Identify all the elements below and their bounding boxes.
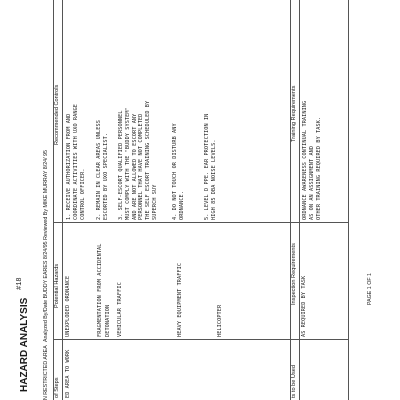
hazard-item: UNEXPLODED ORDNANCE	[65, 275, 71, 337]
hazard-item: HEAVY EQUIPMENT TRAFFIC	[177, 262, 183, 337]
bottom-divider-2	[290, 222, 348, 223]
controls-column-header: Recommended Controls	[54, 84, 60, 145]
page-title: HAZARD ANALYSIS	[19, 297, 30, 392]
control-line: THE SELF ESCORT TRAINING SCHEDULED BY	[145, 100, 152, 220]
area-label: N RESTRICTED AREA	[43, 345, 49, 400]
control-4	[172, 123, 186, 220]
control-line: 4. DO NOT TOUCH OR DISTURB ANY	[172, 123, 178, 220]
bottom-section-border	[290, 0, 291, 400]
column-header-border	[62, 0, 63, 400]
step-text: ED AREA TO WORK	[65, 349, 71, 398]
control-line: HIGH 85 DBA NOISE LEVELS.	[210, 139, 217, 220]
control-line: 2. REMAIN IN CLEAR AREAS UNLESS	[96, 120, 102, 220]
training-value	[302, 101, 322, 220]
control-line: AND ARE NOT ALLOWED TO ESCORT ANY	[131, 113, 138, 220]
control-line: ESCORTED BY UXO SPECIALIST.	[102, 132, 109, 220]
control-line: MUST COMPLY WITH THE "BUDDY SYSTEM"	[124, 107, 131, 220]
bottom-header-border	[299, 0, 300, 400]
inspection-value: AS REQUIRED BY TASK	[301, 275, 307, 337]
control-3	[118, 101, 159, 220]
control-line: SUPERCH SUY	[151, 184, 158, 220]
control-line: ORDNANCE.	[178, 190, 185, 220]
control-line: 1. RECEIVE AUTHORIZATION FROM AND	[66, 113, 72, 220]
hazard-item: VEHICULAR TRAFFIC	[117, 282, 123, 337]
analysis-number: #18	[16, 277, 24, 290]
steps-column-header: of Steps	[54, 377, 60, 398]
page-number: PAGE 1 OF 1	[367, 273, 373, 305]
training-line: ORDNANCE AWARENESS CONTINUAL TRAINING	[302, 100, 308, 220]
control-line: PERSONNEL THAT HAVE NOT COMPLETED	[138, 113, 145, 220]
hazards-column-divider	[53, 222, 290, 223]
control-line: COORDINATE ACTIVITIES WITH UXO RANGE	[72, 103, 79, 220]
bottom-divider-1	[290, 339, 348, 340]
training-line: AS ON AN ASSIGNMENT AND	[308, 145, 315, 220]
table-bottom-border	[348, 0, 349, 400]
control-line: 3. SELF-ESCORT QUALIFIED PERSONNEL	[118, 110, 124, 220]
training-label: Training Requirements	[291, 85, 297, 142]
control-line: CONTROL OFFICER.	[79, 168, 86, 220]
control-2	[96, 120, 110, 220]
equipment-label: ts to be Used	[291, 365, 297, 398]
hazards-column-header: Potential Hazards	[54, 263, 60, 308]
table-top-border	[53, 0, 54, 400]
inspection-label: Inspection Requirements	[291, 243, 297, 305]
control-line: 5. LEVEL D PPE. EAR PROTECTION IN	[204, 113, 210, 220]
control-1	[66, 104, 86, 220]
training-line: OTHER TRAINING REQUIRED BY TASK.	[315, 116, 322, 220]
analyzed-by-line: Analyzed By/Date BUDDY EARES 8/24/95 Reviewed By MIKE MURRAY 8/24/ 95	[43, 150, 49, 342]
steps-column-divider	[53, 339, 290, 340]
hazard-item: FRAGMENTATION FROM ACCIDENTAL DETONATION	[97, 243, 111, 337]
hazard-item: HELICOPTER	[217, 304, 223, 337]
control-5	[204, 114, 218, 220]
